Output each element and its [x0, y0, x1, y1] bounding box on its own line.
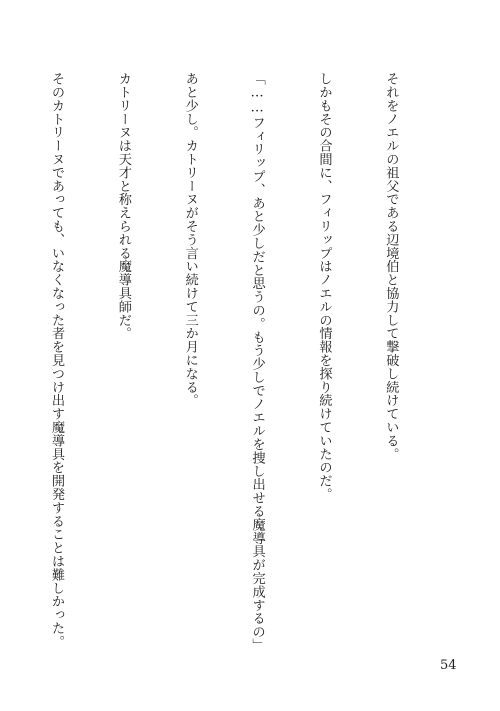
text-line: そのカトリーヌであっても、いなくなった者を見つけ出す魔導具を開発することは難しかった。	[48, 72, 64, 649]
vertical-text-body	[0, 72, 446, 652]
text-line: しかもその合間に、フィリップはノエルの情報を探り続けていたのだ。	[316, 72, 332, 501]
text-line: それをノエルの祖父である辺境伯と協力して撃破し続けている。	[383, 72, 399, 461]
text-line: 「……フィリップ、あと少しだと思うの。もう少しでノエルを捜し出せる魔導具が完成するの」	[249, 72, 265, 652]
text-line: あと少し。カトリーヌがそう言い続けて三か月になる。	[182, 72, 198, 407]
text-line: カトリーヌは天才と称えられる魔導具師だ。	[115, 72, 131, 340]
page-number: 54	[440, 658, 457, 673]
